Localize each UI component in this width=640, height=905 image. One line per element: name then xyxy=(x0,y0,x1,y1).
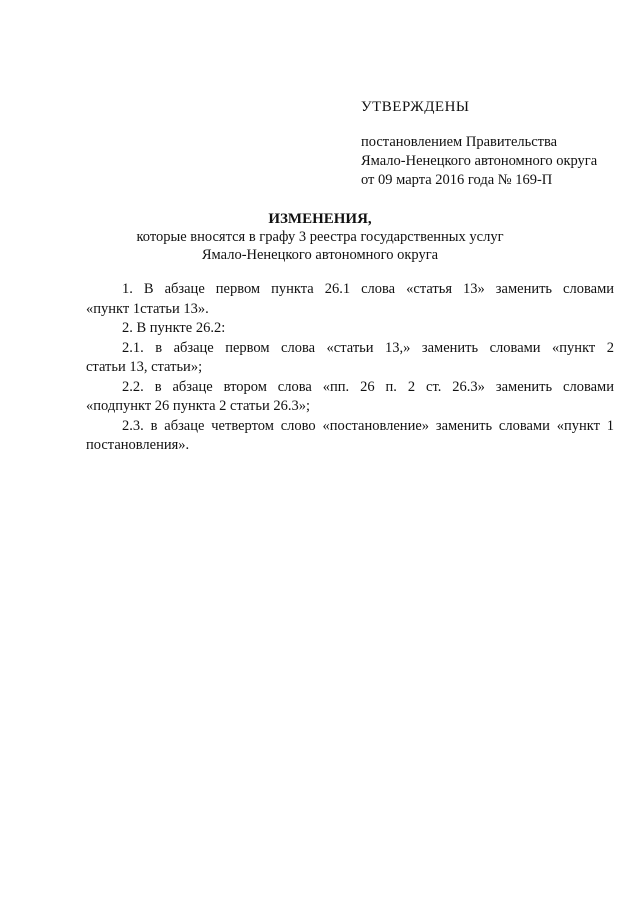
approval-line-3: от 09 марта 2016 года № 169-П xyxy=(361,172,553,188)
approval-line-1: постановлением Правительства xyxy=(361,134,558,150)
approval-block xyxy=(361,99,631,190)
heading-subtitle-2: Ямало-Ненецкого автономного округа xyxy=(201,247,439,263)
item-2-first-line: 2. В пункте 26.2: xyxy=(122,320,226,336)
item-5-first-line: 2.3. в абзаце четвертом слово «постановление» заменить словами «пункт 1 xyxy=(122,417,614,434)
document-heading xyxy=(0,210,640,264)
approval-line-2: Ямало-Ненецкого автономного округа xyxy=(361,153,598,169)
list-item xyxy=(86,378,614,417)
list-item xyxy=(86,417,614,456)
item-5-rest: постановления». xyxy=(86,437,190,453)
list-item xyxy=(86,319,614,339)
heading-title: ИЗМЕНЕНИЯ, xyxy=(268,211,372,227)
list-item xyxy=(86,280,614,319)
heading-subtitle-1: которые вносятся в графу 3 реестра государственных услуг xyxy=(136,229,504,245)
list-item xyxy=(86,339,614,378)
item-3-first-line: 2.1. в абзаце первом слова «статьи 13,» заменить словами «пункт 2 xyxy=(122,339,614,356)
document-body xyxy=(86,280,614,456)
item-1-rest: «пункт 1статьи 13». xyxy=(86,300,209,317)
item-4-rest: «подпункт 26 пункта 2 статьи 26.3»; xyxy=(86,398,310,414)
item-3-rest: статьи 13, статьи»; xyxy=(86,359,203,375)
approval-title: УТВЕРЖДЕНЫ xyxy=(361,99,470,115)
item-1-first-line: 1. В абзаце первом пункта 26.1 слова «статья 13» заменить словами xyxy=(122,281,614,297)
item-4-first-line: 2.2. в абзаце втором слова «пп. 26 п. 2 ст. 26.3» заменить словами xyxy=(122,378,614,395)
